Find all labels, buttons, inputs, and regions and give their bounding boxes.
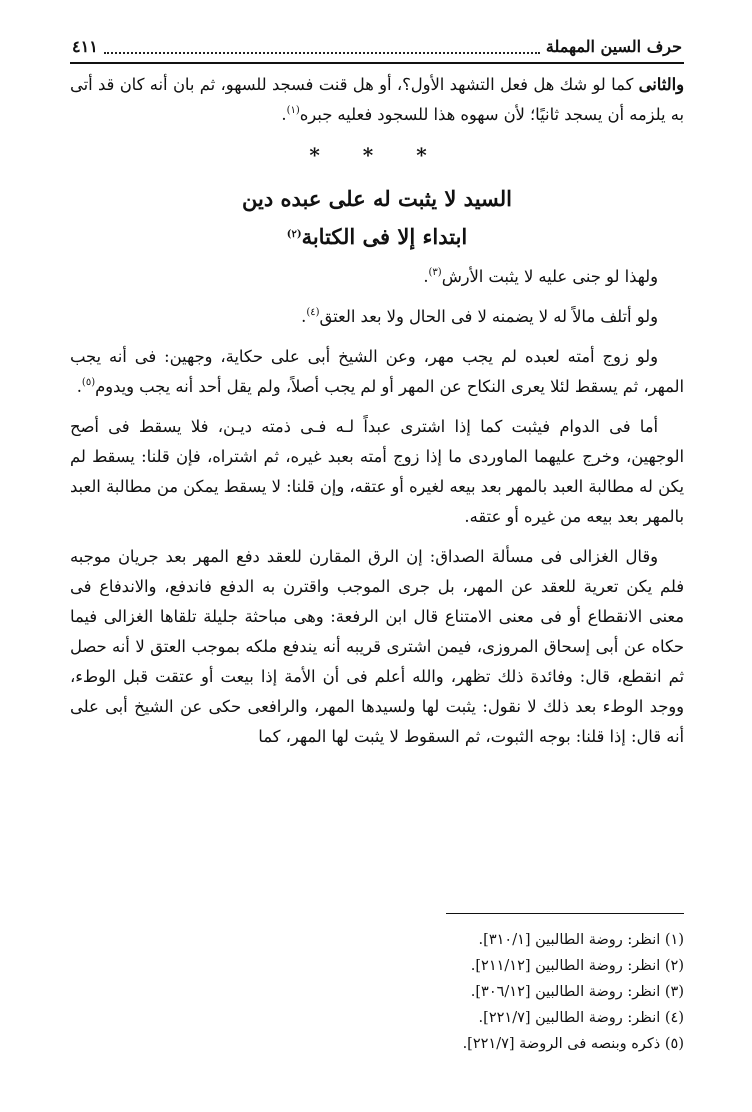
section-heading-line2 bbox=[70, 220, 684, 254]
paragraph-2-end: . bbox=[423, 267, 429, 286]
footnote-ref-5: (٥) bbox=[81, 377, 96, 388]
paragraph-3-end: . bbox=[301, 307, 307, 326]
paragraph-5: أما فى الدوام فيثبت كما إذا اشترى عبداً لـه فـى ذمته ديـن، فلا يسقط فى أصح الوجهين، وخرج عليهما الماوردى ما إذا زوج أمته بعبد غيره، ثم اشتراه، فإن قلنا: يسقط لم يكن له مطالبة العبد بالمهر بعد بيعه لغيره أو عتقه، وإن قلنا: لا يسقط يمكن من مطالبة العبد بالمهر بعد بيعه من غيره أو عتقه. bbox=[70, 417, 684, 526]
footnote-ref-1: (١) bbox=[286, 105, 300, 116]
paragraph-gap bbox=[70, 332, 684, 342]
paragraph-1-lead: والثانى bbox=[638, 75, 684, 94]
section-heading-line1: السيد لا يثبت له على عبده دين bbox=[241, 186, 513, 211]
footnote-ref-4: (٤) bbox=[306, 307, 320, 318]
paragraph-4-text: ولو زوج أمته لعبده لم يجب مهر، وعن الشيخ أبى على حكاية، وجهين: فى أنه يجب المهر، ثم يسقط لئلا يعرى النكاح عن المهر أو لم يجب أصلاً، ولم يقل أحد أنه يجب ويدوم bbox=[70, 347, 684, 396]
paragraph-1 bbox=[70, 70, 684, 130]
footnotes bbox=[70, 927, 684, 1057]
footnote-separator bbox=[446, 913, 684, 914]
paragraph-gap bbox=[70, 292, 684, 302]
paragraph-4-end: . bbox=[76, 377, 82, 396]
section-separator-stars: * * * bbox=[309, 143, 445, 167]
page-number: ٤١١ bbox=[72, 36, 98, 56]
paragraph-gap bbox=[70, 402, 684, 412]
paragraph-4 bbox=[70, 342, 684, 402]
footnote-ref-3: (٣) bbox=[428, 267, 442, 278]
paragraph-1-end: . bbox=[281, 105, 287, 124]
paragraph-2-text: ولهذا لو جنى عليه لا يثبت الأرش bbox=[441, 267, 658, 286]
paragraph-3 bbox=[70, 302, 684, 332]
running-header bbox=[72, 33, 682, 59]
paragraph-6: وقال الغزالى فى مسألة الصداق: إن الرق المقارن للعقد دفع المهر بعد جريان موجبه فلم يكن تعرية للعقد عن المهر، بل جرى الموجب واقترن به الدفع فاندفع، والاندفاع فى معنى الانقطاع أو فى معنى الامتناع قال ابن الرفعة: وهى مباحثة جليلة تلقاها الغزالى فيما حكاه عن أبى إسحاق المروزى، فيمن اشترى قريبه أنه يندفع ملكه بموجب العتق لا أنه حصل ثم انقطع، قال: وفائدة ذلك تظهر، والله أعلم فى أن الأمة إذا بيعت أو عتقت قبل الوطء، ووجد الوطء بعد ذلك لا نقول: يثبت لها ولسيدها المهر، والرافعى حكى عن الشيخ أبى على أنه قال: إذا قلنا: بوجه الثبوت، ثم السقوط لا يثبت لها المهر، كما bbox=[70, 547, 684, 746]
footnote-2: (٢) انظر: روضة الطالبين [٢١١/١٢]. bbox=[470, 958, 684, 974]
footnote-5: (٥) ذكره وبنصه فى الروضة [٢٢١/٧]. bbox=[462, 1036, 684, 1052]
paragraph-1-text: كما لو شك هل فعل التشهد الأول؟، أو هل قنت فسجد للسهو، ثم بان أنه كان قد أتى به يلزمه أن يسجد ثانيًا؛ لأن سهوه هذا للسجود فعليه جبره bbox=[70, 75, 684, 124]
paragraph-2 bbox=[70, 262, 684, 292]
main-text bbox=[70, 70, 684, 752]
footnote-4: (٤) انظر: روضة الطالبين [٢٢١/٧]. bbox=[478, 1010, 684, 1026]
footnote-1: (١) انظر: روضة الطالبين [٣١٠/١]. bbox=[478, 932, 684, 948]
header-title: حرف السين المهملة bbox=[545, 36, 682, 56]
section-heading-line2-text: ابتداء إلا فى الكتابة bbox=[301, 224, 468, 249]
paragraph-gap bbox=[70, 532, 684, 542]
footnote-ref-2: (٢) bbox=[286, 229, 302, 240]
footnote-3: (٣) انظر: روضة الطالبين [٣٠٦/١٢]. bbox=[470, 984, 684, 1000]
paragraph-3-text: ولو أتلف مالاً له لا يضمنه لا فى الحال ولا بعد العتق bbox=[319, 307, 658, 326]
header-rule bbox=[70, 62, 684, 64]
header-leader-dots bbox=[104, 38, 540, 54]
